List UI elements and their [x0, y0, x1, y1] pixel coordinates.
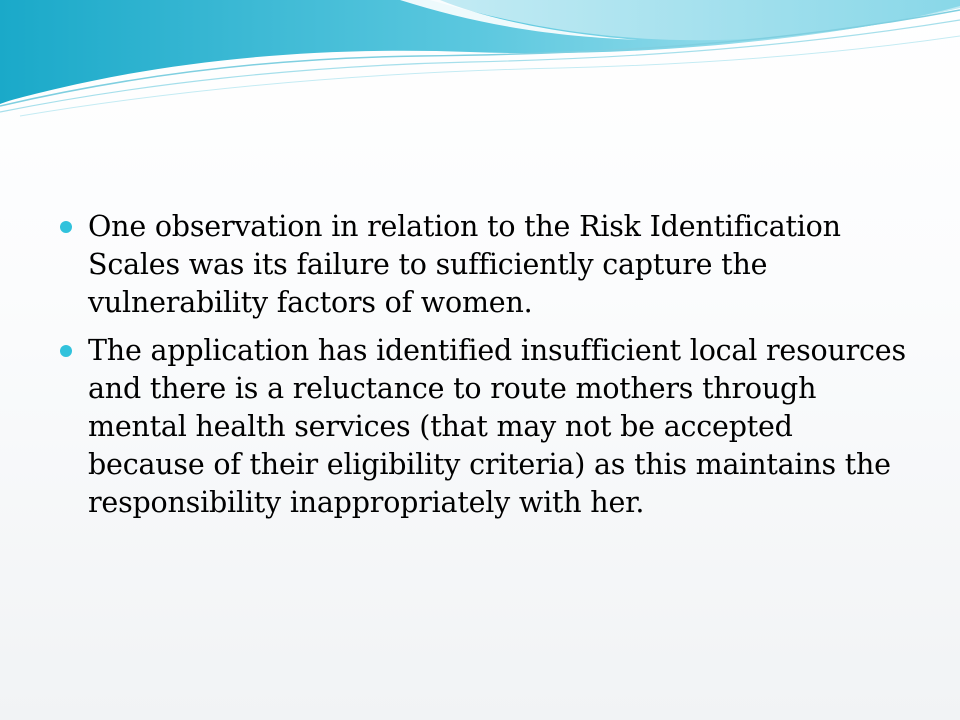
bullet-text: One observation in relation to the Risk Identification Scales was its failure to sufficiently capture the vulnerability factors of women.: [88, 210, 841, 319]
bullet-text: The application has identified insufficient local resources and there is a reluctance to route mothers through mental health services (that may not be accepted because of their eligibility criteria) as this maintains the responsibility inappropriately with her.: [88, 334, 906, 519]
bullet-dot-icon: [60, 221, 72, 233]
bullet-dot-icon: [60, 345, 72, 357]
bullet-item-2: [58, 332, 908, 522]
header-wave-decoration: [0, 0, 960, 130]
slide-body: [58, 208, 908, 532]
bullet-item-1: [58, 208, 908, 322]
bullet-list: [58, 208, 908, 522]
